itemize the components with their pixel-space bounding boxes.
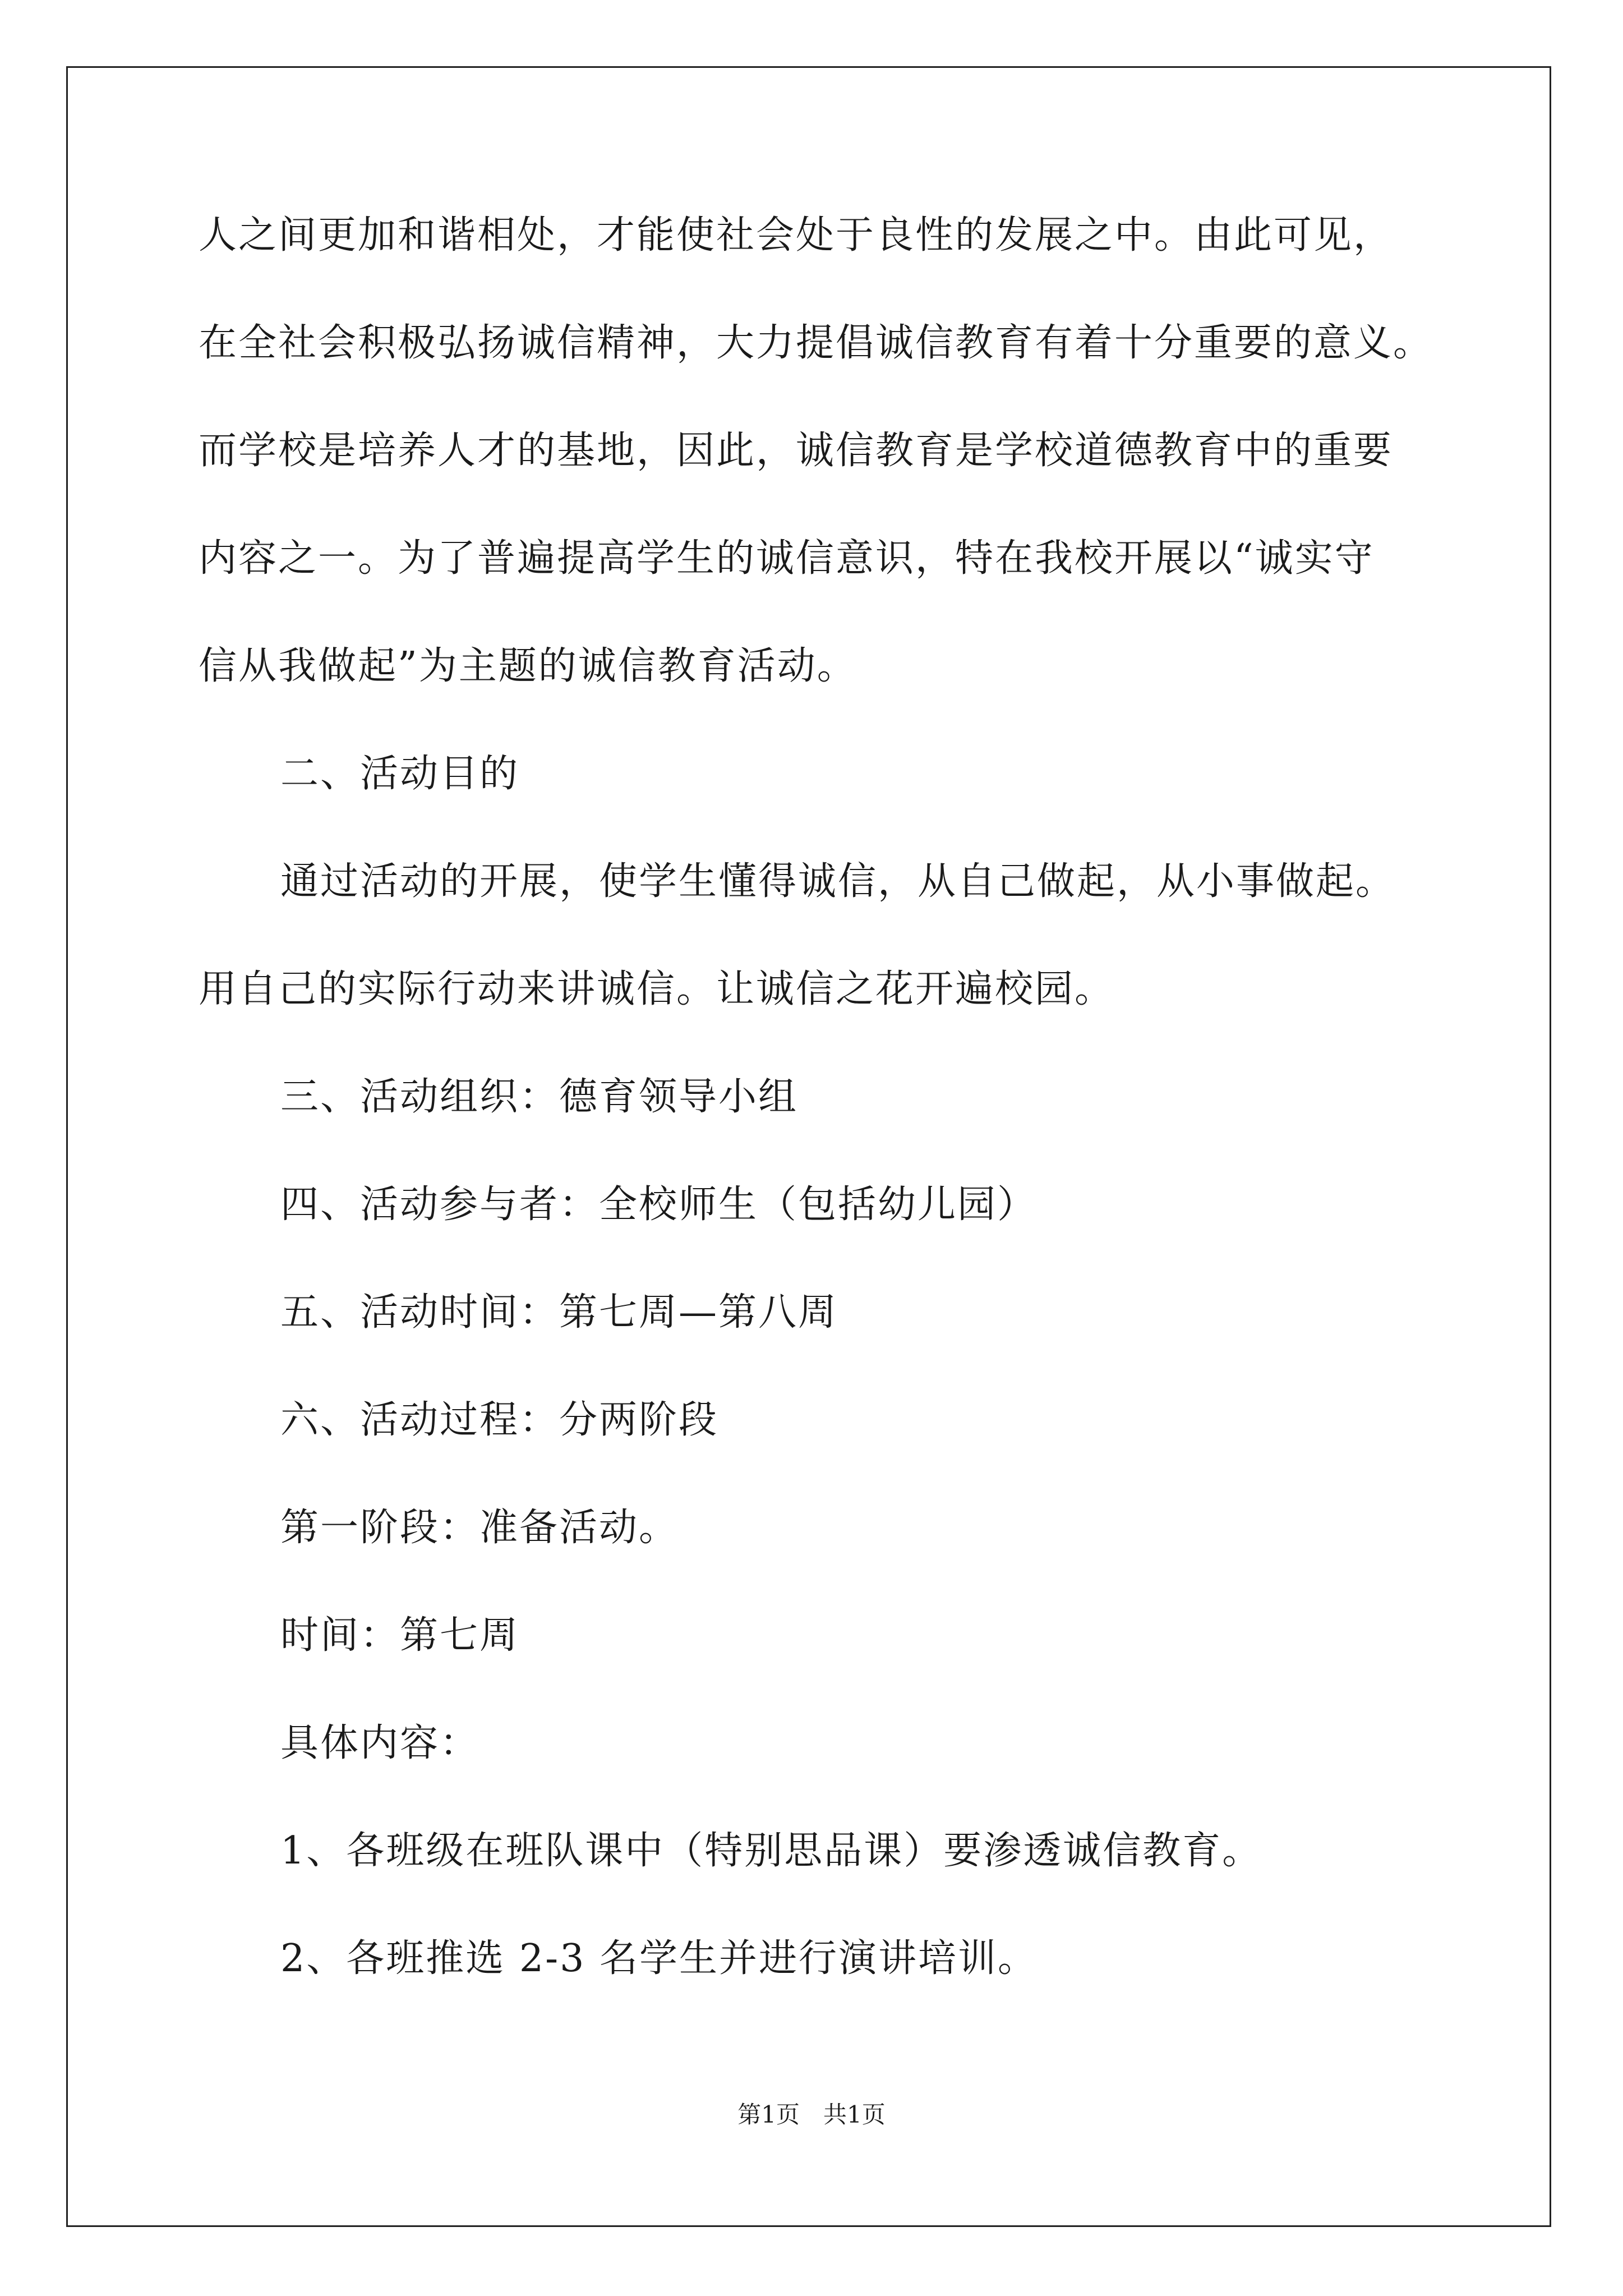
stage-heading: 第一阶段：准备活动。 (280, 1506, 679, 1550)
section-heading-process: 六、活动过程：分两阶段 (280, 1398, 719, 1442)
paragraph-line: 内容之一。为了普遍提高学生的诚信意识，特在我校开展以“诚实守 (199, 536, 1375, 581)
section-heading-purpose: 二、活动目的 (280, 752, 520, 796)
list-item: 1、各班级在班队课中（特别思品课）要渗透诚信教育。 (280, 1829, 1262, 1873)
paragraph-line: 通过活动的开展，使学生懂得诚信，从自己做起，从小事做起。 (280, 859, 1396, 904)
stage-time: 时间：第七周 (280, 1613, 520, 1658)
paragraph-line: 信从我做起”为主题的诚信教育活动。 (199, 644, 857, 688)
paragraph-line: 人之间更加和谐相处，才能使社会处于良性的发展之中。由此可见， (199, 213, 1394, 257)
paragraph-line: 而学校是培养人才的基地，因此，诚信教育是学校道德教育中的重要 (199, 429, 1394, 473)
paragraph-line: 在全社会积极弘扬诚信精神，大力提倡诚信教育有着十分重要的意义。 (199, 321, 1433, 365)
page-border (66, 66, 1551, 2227)
section-heading-participants: 四、活动参与者：全校师生（包括幼儿园） (280, 1182, 1038, 1227)
list-item: 2、各班推选 2-3 名学生并进行演讲培训。 (280, 1936, 1038, 1981)
section-heading-time: 五、活动时间：第七周—第八周 (280, 1290, 838, 1335)
content-label: 具体内容： (280, 1721, 480, 1765)
paragraph-line: 用自己的实际行动来讲诚信。让诚信之花开遍校园。 (199, 967, 1115, 1011)
page-footer: 第1页 共1页 (737, 2101, 886, 2128)
section-heading-organization: 三、活动组织：德育领导小组 (280, 1075, 799, 1119)
